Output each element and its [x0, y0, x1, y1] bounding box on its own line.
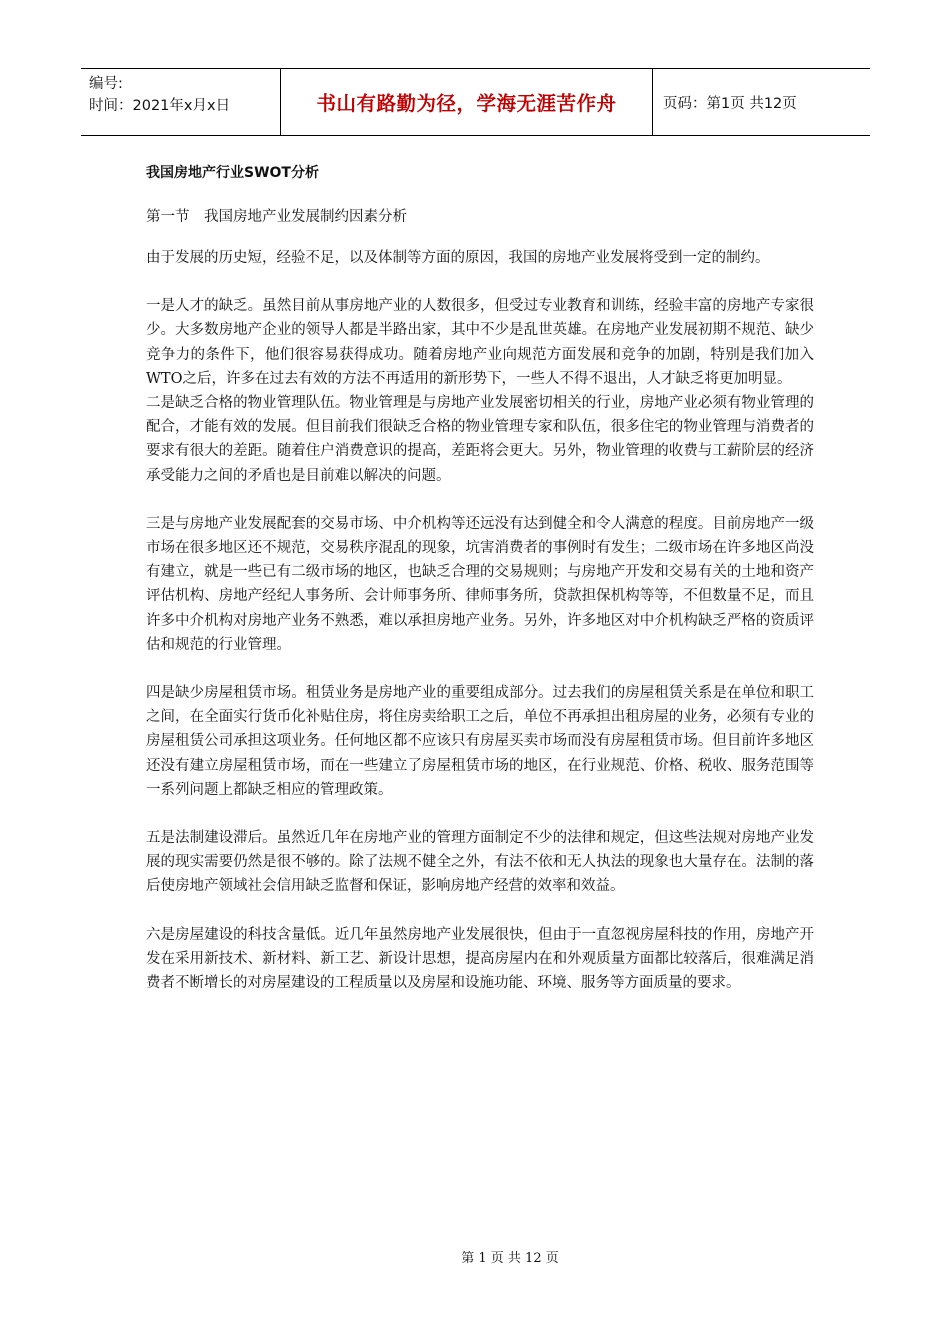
section-heading: 第一节 我国房地产业发展制约因素分析 — [146, 209, 407, 225]
document-header — [81, 68, 870, 136]
header-meta-cell — [81, 69, 280, 135]
header-motto: 书山有路勤为径，学海无涯苦作舟 — [280, 69, 653, 135]
paragraph-5: 五是法制建设滞后。虽然近几年在房地产业的管理方面制定不少的法律和规定，但这些法规对房地产业发展的现实需要仍然是很不够的。除了法规不健全之外，有法不依和无人执法的现象也大量存在。法制的落后使房地产领域社会信用缺乏监督和保证，影响房地产经营的效率和效益。 — [146, 830, 814, 895]
date-label: 时间：2021年x月x日 — [89, 98, 231, 114]
paragraph-3: 三是与房地产业发展配套的交易市场、中介机构等还远没有达到健全和令人满意的程度。目前房地产一级市场在很多地区还不规范，交易秩序混乱的现象，坑害消费者的事例时有发生；二级市场在许多地区尚没有建立，就是一些已有二级市场的地区，也缺乏合理的交易规则；与房地产开发和交易有关的土地和资产评估机构、房地产经纪人事务所、会计师事务所、律师事务所，贷款担保机构等等，不但数量不足，而且许多中介机构对房地产业务不熟悉，难以承担房地产业务。另外，许多地区对中介机构缺乏严格的资质评估和规范的行业管理。 — [146, 515, 814, 653]
intro-paragraph: 由于发展的历史短，经验不足，以及体制等方面的原因，我国的房地产业发展将受到一定的制约。 — [146, 250, 770, 266]
serial-label: 编号: — [89, 76, 123, 92]
paragraph-4: 四是缺少房屋租赁市场。租赁业务是房地产业的重要组成部分。过去我们的房屋租赁关系是在单位和职工之间，在全面实行货币化补贴住房，将住房卖给职工之后，单位不再承担出租房屋的业务，必须有专业的房屋租赁公司承担这项业务。任何地区都不应该只有房屋买卖市场而没有房屋租赁市场。但目前许多地区还没有建立房屋租赁市场，而在一些建立了房屋租赁市场的地区，在行业规范、价格、税收、服务范围等一系列问题上都缺乏相应的管理政策。 — [146, 685, 814, 798]
paragraph-6: 六是房屋建设的科技含量低。近几年虽然房地产业发展很快，但由于一直忽视房屋科技的作用，房地产开发在采用新技术、新材料、新工艺、新设计思想，提高房屋内在和外观质量方面都比较落后，很难满足消费者不断增长的对房屋建设的工程质量以及房屋和设施功能、环境、服务等方面质量的要求。 — [146, 926, 814, 992]
page-footer: 第 1 页 共 12 页 — [461, 1251, 559, 1266]
document-title: 我国房地产行业SWOT分析 — [146, 165, 319, 181]
paragraph-1: 一是人才的缺乏。虽然目前从事房地产业的人数很多，但受过专业教育和训练，经验丰富的房地产专家很少。大多数房地产企业的领导人都是半路出家，其中不少是乱世英雄。在房地产业发展初期不规范、缺少竞争力的条件下，他们很容易获得成功。随着房地产业向规范方面发展和竞争的加剧，特别是我们加入WTO之后，许多在过去有效的方法不再适用的新形势下，一些人不得不退出，人才缺乏将更加明显。 — [146, 298, 814, 387]
header-page-info: 页码：第1页 共12页 — [663, 95, 797, 112]
document-body — [146, 158, 814, 995]
paragraph-2: 二是缺乏合格的物业管理队伍。物业管理是与房地产业发展密切相关的行业，房地产业必须有物业管理的配合，才能有效的发展。但目前我们很缺乏合格的物业管理专家和队伍，很多住宅的物业管理与消费者的要求有很大的差距。随着住户消费意识的提高，差距将会更大。另外，物业管理的收费与工薪阶层的经济承受能力之间的矛盾也是目前难以解决的问题。 — [146, 395, 814, 484]
